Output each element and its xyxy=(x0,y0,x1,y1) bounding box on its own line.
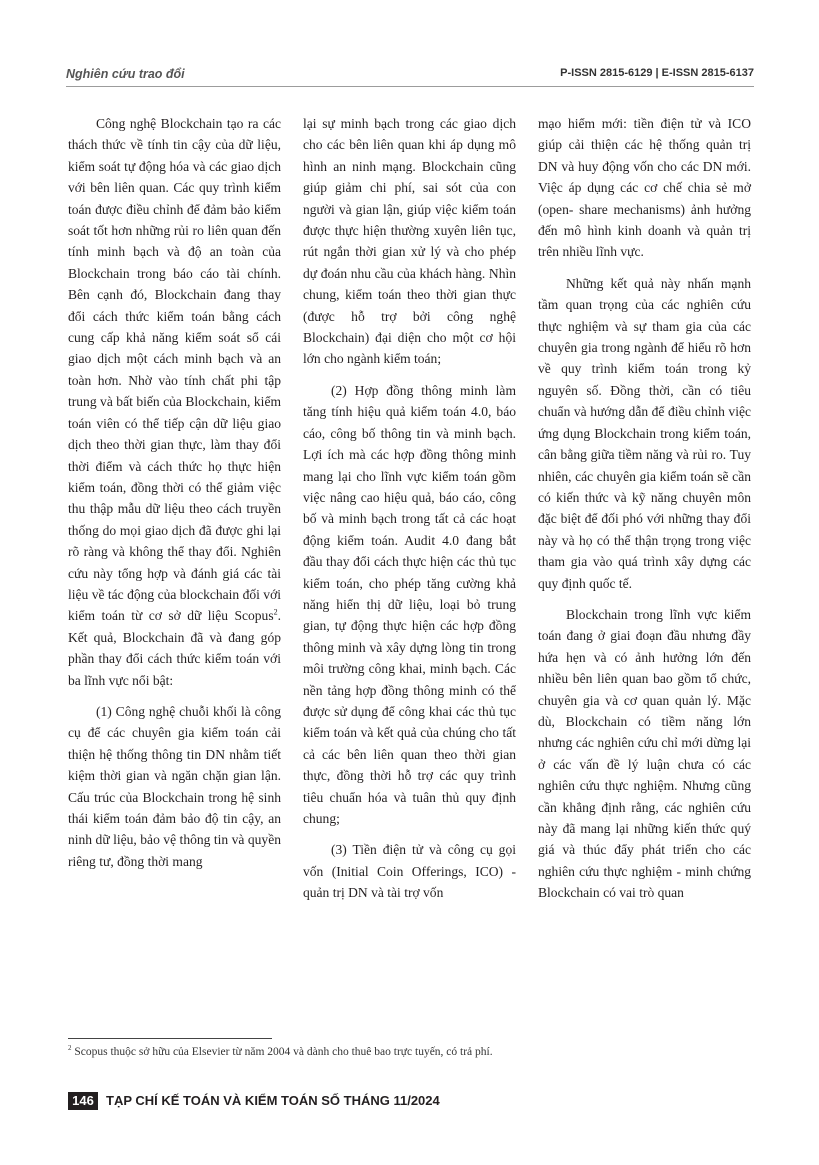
footnote xyxy=(68,1046,748,1058)
paragraph: mạo hiểm mới: tiền điện tử và ICO giúp cải thiện các hệ thống quản trị DN và huy động vốn cho các DN mới. Việc áp dụng các cơ chế chia sẻ mở (open- share mechanisms) ảnh hưởng đến mô hình kinh doanh và quản trị trên nhiều lĩnh vực. xyxy=(538,116,751,260)
paragraph-text: . Kết quả, Blockchain đã và đang góp phần thay đổi cách thức kiểm toán với ba lĩnh vực nổi bật: xyxy=(68,608,281,688)
text-column-1 xyxy=(68,113,281,882)
paragraph: Những kết quả này nhấn mạnh tầm quan trọng của các nghiên cứu thực nghiệm và sự tham gia của các chuyên gia trong ngành để hiểu rõ hơn về quy trình kiểm toán trong kỷ nguyên số. Đồng thời, cần có tiêu chuẩn và hướng dẫn để điều chỉnh việc ứng dụng Blockchain trong kiểm toán, cân bằng giữa tiềm năng và rủi ro. Tuy nhiên, các chuyên gia kiểm toán sẽ cần có kiến thức và kỹ năng chuyên môn đặc biệt để đối phó với những thay đổi này và họ có thể thận trọng trong việc tham gia vào quá trình xây dựng các quy định quốc tế. xyxy=(538,275,751,591)
footnote-marker: 2 xyxy=(68,1044,72,1053)
running-header xyxy=(66,67,754,87)
footnote-divider xyxy=(68,1038,272,1039)
header-divider xyxy=(66,86,754,87)
paragraph: (2) Hợp đồng thông minh làm tăng tính hiệu quả kiểm toán 4.0, báo cáo, công bố thông tin và minh bạch. Lợi ích mà các hợp đồng thông minh mang lại cho lĩnh vực kiểm toán gồm việc nâng cao hiệu quả, báo cáo, công bố và minh bạch trong tất cả các hoạt động kiểm toán. Audit 4.0 đang bắt đầu thay đổi cách thực hiện các thủ tục kiểm toán, cho phép tăng cường khả năng hiển thị dữ liệu, loại bỏ trung gian, tự động thực hiện các hợp đồng thông minh và xây dựng lòng tin trong môi trường công khai, minh bạch. Các nền tảng hợp đồng thông minh có thể được sử dụng để công khai các thủ tục kiểm toán và kết quả của chúng cho tất cả các bên liên quan theo thời gian thực, đồng thời hỗ trợ các quy trình tiêu chuẩn hóa và tuân thủ quy định chung; xyxy=(303,382,516,826)
journal-title: TẠP CHÍ KẾ TOÁN VÀ KIỂM TOÁN SỐ THÁNG 11/2024 xyxy=(106,1093,440,1108)
text-column-2 xyxy=(303,113,516,914)
footnote-ref: 2 xyxy=(273,607,278,617)
issn-label: P-ISSN 2815-6129 | E-ISSN 2815-6137 xyxy=(560,67,754,79)
footnote-text: Scopus thuộc sở hữu của Elsevier từ năm 2004 và dành cho thuê bao trực tuyến, có trả phí. xyxy=(71,1046,493,1058)
section-title: Nghiên cứu trao đổi xyxy=(66,67,185,81)
paragraph: (1) Công nghệ chuỗi khối là công cụ để các chuyên gia kiểm toán cải thiện hệ thống thông tin DN nhằm tiết kiệm thời gian và ngăn chặn gian lận. Cấu trúc của Blockchain trong hệ sinh thái kiểm toán đảm bảo độ tin cậy, an ninh dữ liệu, bảo vệ thông tin và quyền riêng tư, đồng thời mang xyxy=(68,703,281,869)
paragraph: Blockchain trong lĩnh vực kiểm toán đang ở giai đoạn đầu nhưng đầy hứa hẹn và có ảnh hưởng lớn đến nhiều bên liên quan bao gồm tổ chức, chuyên gia và cơ quan quản lý. Mặc dù, Blockchain có tiềm năng lớn nhưng các nghiên cứu chỉ mới dừng lại ở các vấn đề lý luận chưa có các nghiên cứu thực nghiệm. Nhưng cũng cần khẳng định rằng, các nghiên cứu này đã mang lại những kiến thức quý giá và thúc đẩy phát triển cho các nghiên cứu thực nghiệm - minh chứng Blockchain có vai trò quan xyxy=(538,606,751,901)
text-column-3 xyxy=(538,113,751,914)
paragraph: (3) Tiền điện tử và công cụ gọi vốn (Initial Coin Offerings, ICO) - quản trị DN và tài trợ vốn xyxy=(303,842,516,901)
page-number: 146 xyxy=(68,1092,98,1110)
paragraph: lại sự minh bạch trong các giao dịch cho các bên liên quan khi áp dụng mô hình an ninh mạng. Blockchain cũng giúp giảm chi phí, sai sót của con người và gian lận, giúp việc kiểm toán được thực hiện thường xuyên liên tục, rút ngắn thời gian xử lý và cho phép dự đoán nhu cầu của khách hàng. Nhìn chung, kiểm toán theo thời gian thực (được hỗ trợ bởi công nghệ Blockchain) đại diện cho một cơ hội lớn cho ngành kiểm toán; xyxy=(303,116,516,367)
paragraph xyxy=(68,113,281,691)
paragraph-text: Công nghệ Blockchain tạo ra các thách thức về tính tin cậy của dữ liệu, kiểm soát tự động hóa và các giao dịch với bên liên quan. Các quy trình kiểm toán được điều chỉnh để đảm bảo kiểm soát tốt hơn những rủi ro liên quan đến tính minh bạch và độ an toàn của Blockchain trong báo cáo tài chính. Bên cạnh đó, Blockchain đang thay đổi cách thức kiểm toán bằng cách cung cấp khả năng kiểm soát sổ cái giao dịch một cách minh bạch và an toàn hơn. Nhờ vào tính chất phi tập trung và bất biến của Blockchain, kiểm toán viên có thể tiếp cận dữ liệu giao dịch theo thời gian thực, làm thay đổi thời điểm và cách thức họ thực hiện kiểm toán, đồng thời có thể giảm việc thu thập mẫu dữ liệu theo cách truyền thống do mọi giao dịch đã được ghi lại rõ ràng và không thể thay đổi. Nghiên cứu này tổng hợp và đánh giá các tài liệu về tác động của blockchain đối với kiểm toán từ cơ sở dữ liệu Scopus xyxy=(68,116,281,624)
